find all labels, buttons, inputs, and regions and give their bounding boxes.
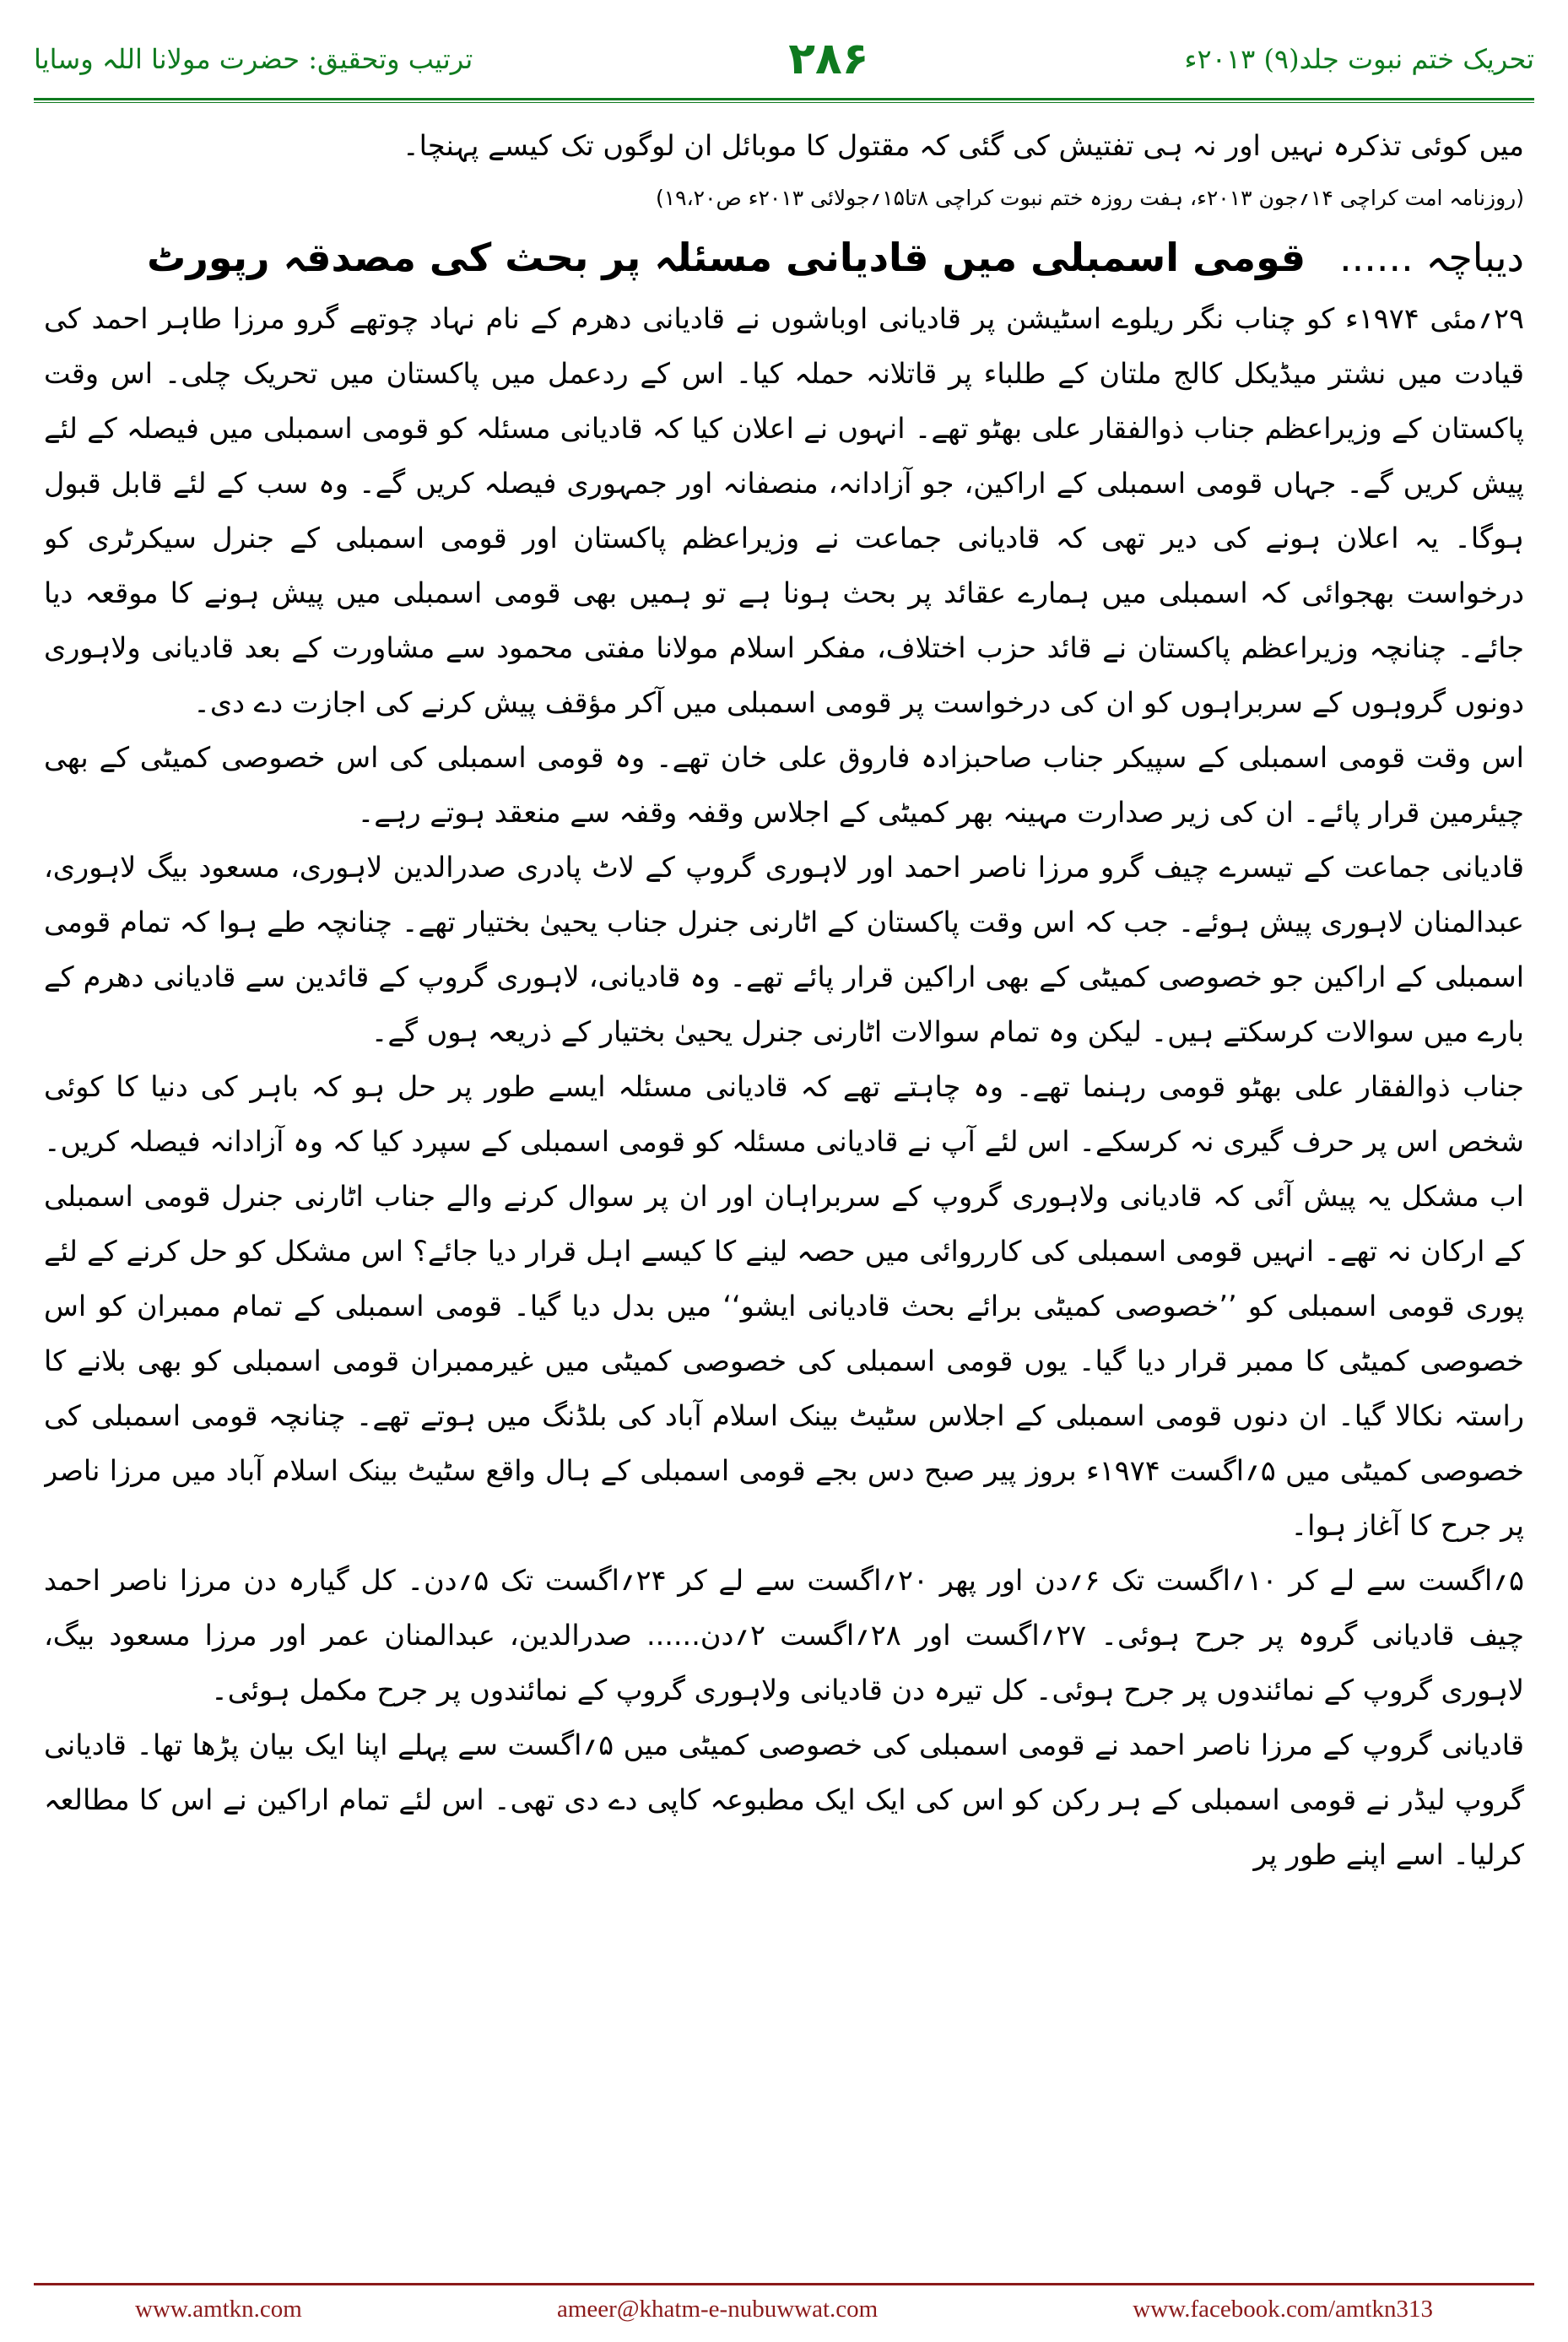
page-body: [44, 118, 1524, 2253]
body-paragraph: قادیانی گروپ کے مرزا ناصر احمد نے قومی اسمبلی کی خصوصی کمیٹی میں ۵؍اگست سے پہلے اپنا ایک بیان پڑھا تھا۔ قادیانی گروپ لیڈر نے قومی اسمبلی کے ہر رکن کو اس کی ایک ایک مطبوعہ کاپی دے دی تھی۔ اس لئے تمام اراکین نے اس کا مطالعہ کرلیا۔ اسے اپنے طور پر: [44, 1728, 1524, 1871]
heading-title: قومی اسمبلی میں قادیانی مسئلہ پر بحث کی مصدقہ رپورٹ: [147, 235, 1306, 280]
footer-website-link[interactable]: www.amtkn.com: [135, 2295, 302, 2323]
page-number: ۲۸۶: [788, 34, 869, 84]
header-divider: [34, 98, 1534, 103]
header-book-title: تحریک ختم نبوت جلد(۹) ۲۰۱۳ء: [1184, 43, 1534, 75]
source-reference: (روزنامہ امت کراچی ۱۴؍جون ۲۰۱۳ء، ہفت روزہ ختم نبوت کراچی ۸تا۱۵؍جولائی ۲۰۱۳ء ص۱۹،۲۰): [655, 186, 1524, 210]
footer-divider: [34, 2283, 1534, 2285]
body-paragraph: اس وقت قومی اسمبلی کے سپیکر جناب صاحبزادہ فاروق علی خان تھے۔ وہ قومی اسمبلی کی اس خصوصی کمیٹی کے بھی چیئرمین قرار پائے۔ ان کی زیر صدارت مہینہ بھر کمیٹی کے اجلاس وقفہ وقفہ سے منعقد ہوتے رہے۔: [44, 741, 1524, 829]
page-header: [34, 25, 1534, 93]
intro-paragraph: میں کوئی تذکرہ نہیں اور نہ ہی تفتیش کی گئی کہ مقتول کا موبائل ان لوگوں تک کیسے پہنچا۔: [402, 129, 1524, 162]
page-footer: [34, 2291, 1534, 2328]
footer-email-link[interactable]: ameer@khatm-e-nubuwwat.com: [556, 2295, 879, 2323]
section-heading: [44, 224, 1524, 291]
body-paragraph: جناب ذوالفقار علی بھٹو قومی رہنما تھے۔ وہ چاہتے تھے کہ قادیانی مسئلہ ایسے طور پر حل ہو کہ باہر کی دنیا کا کوئی شخص اس پر حرف گیری نہ کرسکے۔ اس لئے آپ نے قادیانی مسئلہ کو قومی اسمبلی کے سپرد کیا کہ وہ آزادانہ فیصلہ کریں۔ اب مشکل یہ پیش آئی کہ قادیانی ولاہوری گروپ کے سربراہان اور ان پر سوال کرنے والے جناب اٹارنی جنرل قومی اسمبلی کے ارکان نہ تھے۔ انہیں قومی اسمبلی کی کارروائی میں حصہ لینے کا کیسے اہل قرار دیا جائے؟ اس مشکل کو حل کرنے کے لئے پوری قومی اسمبلی کو ’’خصوصی کمیٹی برائے بحث قادیانی ایشو‘‘ میں بدل دیا گیا۔ قومی اسمبلی کے تمام ممبران کو اس خصوصی کمیٹی کا ممبر قرار دیا گیا۔ یوں قومی اسمبلی کی خصوصی کمیٹی میں غیرممبران قومی اسمبلی کو بھی بلانے کا راستہ نکالا گیا۔ ان دنوں قومی اسمبلی کے اجلاس سٹیٹ بینک اسلام آباد کی بلڈنگ میں ہوتے تھے۔ چنانچہ قومی اسمبلی کی خصوصی کمیٹی میں ۵؍اگست ۱۹۷۴ء بروز پیر صبح دس بجے قومی اسمبلی کے ہال واقع سٹیٹ بینک اسلام آباد میں مرزا ناصر پر جرح کا آغاز ہوا۔: [44, 1070, 1524, 1542]
footer-facebook-link[interactable]: www.facebook.com/amtkn313: [1133, 2295, 1433, 2323]
body-paragraph: ۵؍اگست سے لے کر ۱۰؍اگست تک ۶؍دن اور پھر ۲۰؍اگست سے لے کر ۲۴؍اگست تک ۵؍دن۔ کل گیارہ دن مرزا ناصر احمد چیف قادیانی گروہ پر جرح ہوئی۔ ۲۷؍اگست اور ۲۸؍اگست ۲؍دن...... صدرالدین، عبدالمنان عمر اور مرزا مسعود بیگ، لاہوری گروپ کے نمائندوں پر جرح ہوئی۔ کل تیرہ دن قادیانی ولاہوری گروپ کے نمائندوں پر جرح مکمل ہوئی۔: [44, 1564, 1524, 1706]
heading-label: دیباچہ ......: [1339, 235, 1524, 280]
header-compiler: ترتیب وتحقیق: حضرت مولانا اللہ وسایا: [34, 43, 473, 75]
body-paragraph: قادیانی جماعت کے تیسرے چیف گرو مرزا ناصر احمد اور لاہوری گروپ کے لاٹ پادری صدرالدین لاہوری، مسعود بیگ لاہوری، عبدالمنان لاہوری پیش ہوئے۔ جب کہ اس وقت پاکستان کے اٹارنی جنرل جناب یحییٰ بختیار تھے۔ چنانچہ طے ہوا کہ تمام قومی اسمبلی کے اراکین جو خصوصی کمیٹی کے بھی اراکین قرار پائے تھے۔ وہ قادیانی، لاہوری گروپ کے قائدین سے قادیانی دھرم کے بارے میں سوالات کرسکتے ہیں۔ لیکن وہ تمام سوالات اٹارنی جنرل یحییٰ بختیار کے ذریعہ ہوں گے۔: [44, 851, 1524, 1048]
body-paragraph: ۲۹؍مئی ۱۹۷۴ء کو چناب نگر ریلوے اسٹیشن پر قادیانی اوباشوں نے قادیانی دھرم کے نام نہاد چوتھے گرو مرزا طاہر احمد کی قیادت میں نشتر میڈیکل کالج ملتان کے طلباء پر قاتلانہ حملہ کیا۔ اس کے ردعمل میں پاکستان میں تحریک چلی۔ اس وقت پاکستان کے وزیراعظم جناب ذوالفقار علی بھٹو تھے۔ انہوں نے اعلان کیا کہ قادیانی مسئلہ کو قومی اسمبلی میں فیصلہ کے لئے پیش کریں گے۔ جہاں قومی اسمبلی کے اراکین، جو آزادانہ، منصفانہ اور جمہوری فیصلہ کریں گے۔ وہ سب کے لئے قابل قبول ہوگا۔ یہ اعلان ہونے کی دیر تھی کہ قادیانی جماعت نے وزیراعظم پاکستان اور قومی اسمبلی کے جنرل سیکرٹری کو درخواست بھجوائی کہ اسمبلی میں ہمارے عقائد پر بحث ہونا ہے تو ہمیں بھی قومی اسمبلی میں پیش ہونے کا موقعہ دیا جائے۔ چنانچہ وزیراعظم پاکستان نے قائد حزب اختلاف، مفکر اسلام مولانا مفتی محمود سے مشاورت کے بعد قادیانی ولاہوری دونوں گروہوں کے سربراہوں کو ان کی درخواست پر قومی اسمبلی میں آکر مؤقف پیش کرنے کی اجازت دے دی۔: [44, 302, 1524, 719]
